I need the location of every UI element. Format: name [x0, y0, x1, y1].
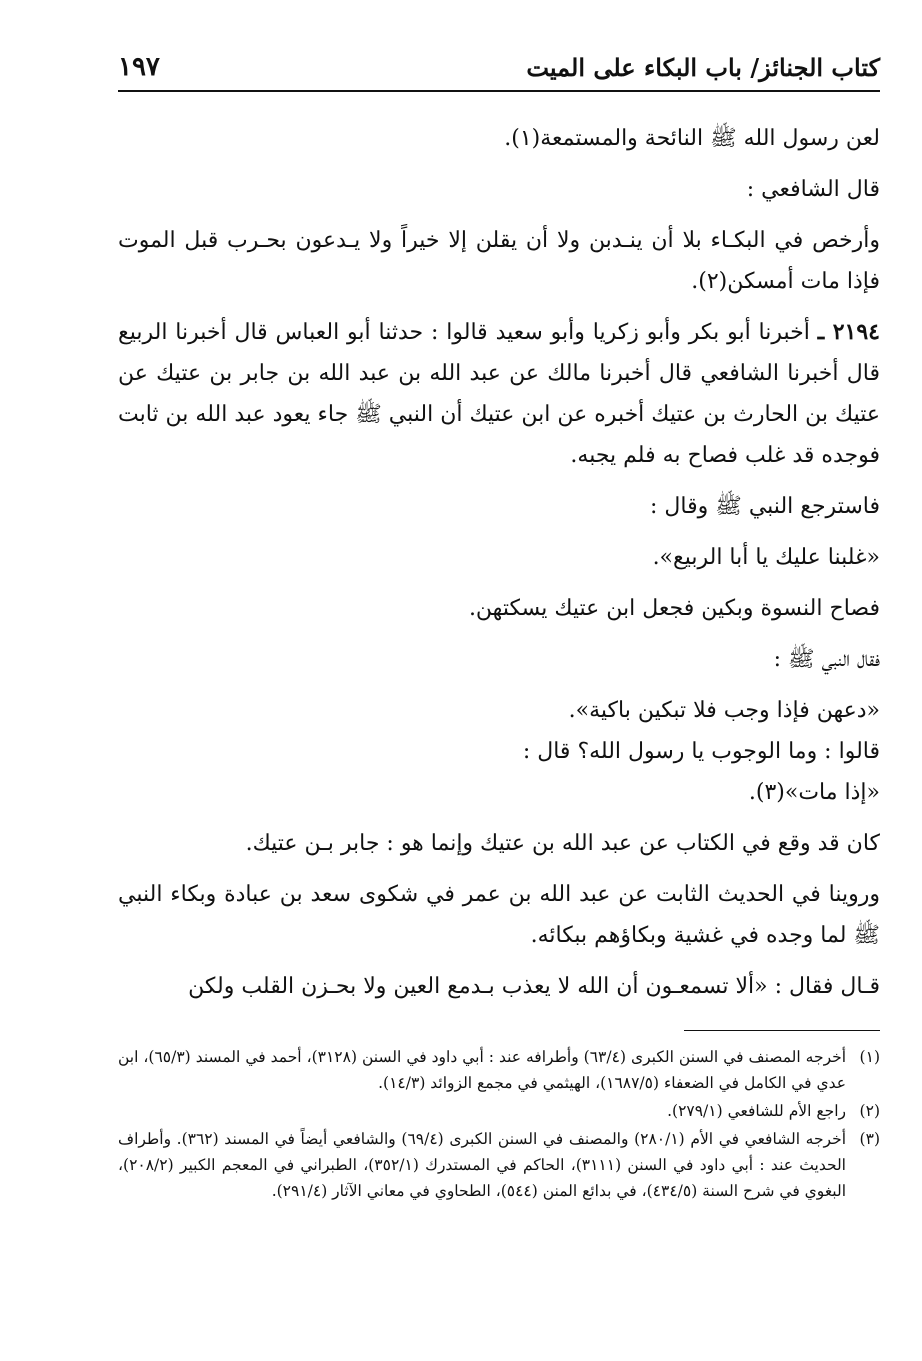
paragraph: «دعهن فإذا وجب فلا تبكين باكية». [568, 698, 880, 723]
footnotes [118, 1044, 880, 1206]
paragraph: «إذا مات»(٣). [748, 780, 880, 805]
paragraph: قالوا : وما الوجوب يا رسول الله؟ قال : [522, 739, 880, 764]
running-header [118, 44, 880, 92]
hadith-paragraph [118, 312, 880, 476]
footnote-text: أخرجه الشافعي في الأم (٢٨٠/١) والمصنف في السنن الكبرى (٦٩/٤) والشافعي أيضاً في المسند (٣٦٢). وأطراف الحديث عند : أبي داود في السنن (٣١١١)، الحاكم في المستدرك (٣٥٢/١)، الطبراني في المعجم الكبير (٢٠٨/٢)، البغوي في شرح السنة (٤٣٤/٥)، في بدائع المنن (٥٤٤)، الطحاوي في معاني الآثار (٢٩١/٤). [118, 1130, 846, 1200]
footnote [118, 1098, 880, 1124]
paragraph: فقال النبي ﷺ : [773, 647, 880, 672]
paragraph: قال الشافعي : [746, 177, 880, 202]
paragraph: لعن رسول الله ﷺ النائحة والمستمعة(١). [504, 126, 880, 151]
footnote [118, 1126, 880, 1204]
footnote [118, 1044, 880, 1096]
paragraph: «غلبنا عليك يا أبا الربيع». [652, 545, 880, 570]
hadith-number: ٢١٩٤ ـ [817, 319, 880, 345]
footnote-text: أخرجه المصنف في السنن الكبرى (٦٣/٤) وأطرافه عند : أبي داود في السنن (٣١٢٨)، أحمد في المسند (٦٥/٣)، ابن عدي في الكامل في الضعفاء (١٦٨٧/٥)، الهيثمي في مجمع الزوائد (١٤/٣). [118, 1048, 847, 1092]
page-number: ١٩٧ [118, 52, 160, 82]
paragraph: فصاح النسوة وبكين فجعل ابن عتيك يسكتهن. [468, 596, 880, 621]
paragraph: وأرخص في البكـاء بلا أن ينـدبن ولا أن يقلن إلا خيراً ولا يـدعون بحـرب قبل الموت فإذا مات أمسكن(٢). [118, 228, 880, 294]
main-text [118, 118, 880, 1017]
footnote-text: راجع الأم للشافعي (٢٧٩/١). [667, 1102, 846, 1120]
paragraph: كان قد وقع في الكتاب عن عبد الله بن عتيك وإنما هو : جابر بـن عتيك. [245, 831, 880, 856]
chapter-title: كتاب الجنائز/ باب البكاء على الميت [526, 52, 880, 82]
footnote-separator [684, 1030, 880, 1031]
footnote-marker: (٢) [859, 1102, 880, 1120]
paragraph: وروينا في الحديث الثابت عن عبد الله بن عمر في شكوى سعد بن عبادة وبكاء النبي ﷺ لما وجده في غشية وبكاؤهم ببكائه. [118, 882, 880, 948]
hadith-text: أخبرنا أبو بكر وأبو زكريا وأبو سعيد قالوا : حدثنا أبو العباس قال أخبرنا الربيع قال أخبرنا الشافعي قال أخبرنا مالك عن عبد الله بن عبد الله بن جابر بن عتيك عن عتيك بن الحارث بن عتيك أخبره عن ابن عتيك أن النبي ﷺ جاء يعود عبد الله بن ثابت فوجده قد غلب فصاح به فلم يجبه. [118, 320, 880, 468]
footnote-marker: (١) [859, 1048, 880, 1066]
footnote-marker: (٣) [859, 1130, 880, 1148]
paragraph: قـال فقال : «ألا تسمعـون أن الله لا يعذب بـدمع العين ولا بحـزن القلب ولكن [188, 974, 880, 999]
paragraph: فاسترجع النبي ﷺ وقال : [650, 494, 880, 519]
